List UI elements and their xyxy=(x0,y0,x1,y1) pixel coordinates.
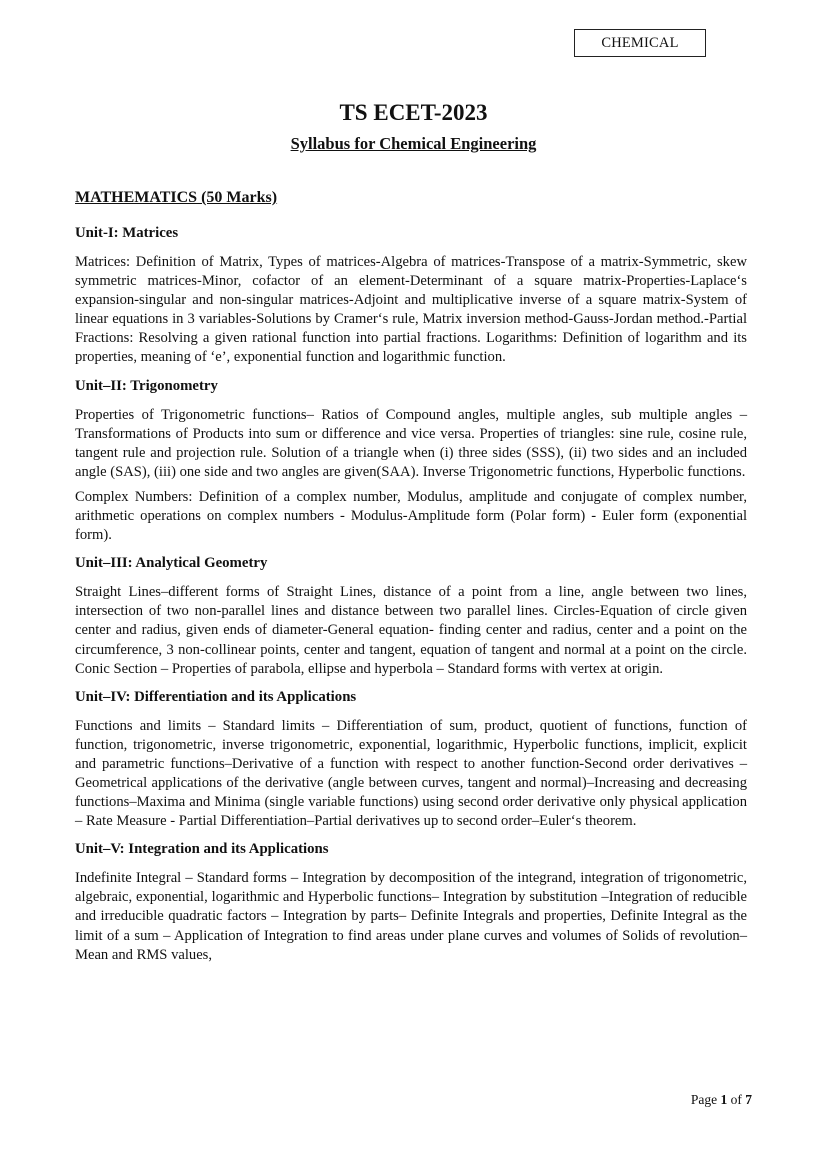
document-title: TS ECET-2023 xyxy=(339,100,488,125)
unit-paragraph: Straight Lines–different forms of Straight Lines, distance of a point from a line, angle between two lines, intersection of two non-parallel lines and distance between two parallel lines. Circles-Equation of circle given center and radius, given ends of diameter-General equation- finding center and radius, center and a point on the circumference, 3 non-collinear points, center and tangent, equation of tangent and normal at a point on the circle. Conic Section – Properties of parabola, ellipse and hyperbola – Standard forms with vertex at origin. xyxy=(75,584,747,677)
unit-5 xyxy=(75,840,747,964)
section-heading: MATHEMATICS (50 Marks) xyxy=(75,189,278,206)
unit-4 xyxy=(75,688,747,832)
unit-heading: Unit–IV: Differentiation and its Applications xyxy=(75,688,357,705)
of-word: of xyxy=(730,1092,742,1107)
page-word: Page xyxy=(690,1092,718,1107)
subtitle-text: Syllabus for Chemical Engineering xyxy=(290,134,537,153)
unit-paragraph: Complex Numbers: Definition of a complex number, Modulus, amplitude and conjugate of complex number, arithmetic operations on complex numbers - Modulus-Amplitude form (Polar form) - Euler form (exponential form). xyxy=(75,488,747,544)
unit-heading: Unit–II: Trigonometry xyxy=(75,377,218,394)
unit-paragraph: Properties of Trigonometric functions– Ratios of Compound angles, multiple angles, sub multiple angles – Transformations of Products into sum or difference and vice versa. Properties of triangles: sine rule, cosine rule, tangent rule and projection rule. Solution of a triangle when (i) three sides (SSS), (ii) two sides and an included angle (SAS), (iii) one side and two angles are given(SAA). Inverse Trigonometric functions, Hyperbolic functions. xyxy=(75,406,747,480)
unit-2 xyxy=(75,377,747,546)
document-subtitle xyxy=(0,134,827,154)
unit-paragraph: Matrices: Definition of Matrix, Types of matrices-Algebra of matrices-Transpose of a matrix-Symmetric, skew symmetric matrices-Minor, cofactor of an element-Determinant of a square matrix-Properties-Laplace‘s expansion-singular and non-singular matrices-Adjoint and multiplicative inverse of a square matrix-System of linear equations in 3 variables-Solutions by Cramer‘s rule, Matrix inversion method-Gauss-Jordan method.-Partial Fractions: Resolving a given rational function into partial fractions. Logarithms: Definition of logarithm and its properties, meaning of ‘e’, exponential function and logarithmic function. xyxy=(75,254,747,366)
unit-heading: Unit-I: Matrices xyxy=(75,225,179,241)
unit-paragraph: Functions and limits – Standard limits – Differentiation of sum, product, quotient of functions, function of function, trigonometric, inverse trigonometric, exponential, logarithmic, Hyperbolic functions, implicit, explicit and parametric functions–Derivative of a function with respect to another function-Second order derivatives – Geometrical applications of the derivative (angle between curves, tangent and normal)–Increasing and decreasing functions–Maxima and Minima (single variable functions) using second order derivative only physical application – Rate Measure - Partial Differentiation–Partial derivatives up to second order–Euler‘s theorem. xyxy=(75,717,747,830)
unit-3 xyxy=(75,554,747,678)
page-current: 1 xyxy=(720,1092,728,1107)
page-total: 7 xyxy=(745,1092,752,1107)
unit-1 xyxy=(75,224,747,368)
unit-paragraph: Indefinite Integral – Standard forms – Integration by decomposition of the integrand, integration of trigonometric, algebraic, exponential, logarithmic and Hyperbolic functions– Integration by substitution –Integration of reducible and irreducible quadratic factors – Integration by parts– Definite Integrals and properties, Definite Integral as the limit of a sum – Application of Integration to find areas under plane curves and volumes of Solids of revolution– Mean and RMS values, xyxy=(75,870,747,963)
department-badge: CHEMICAL xyxy=(574,29,706,57)
unit-heading: Unit–V: Integration and its Applications xyxy=(75,841,329,858)
unit-heading: Unit–III: Analytical Geometry xyxy=(75,555,268,572)
syllabus-content xyxy=(75,188,747,974)
page-number xyxy=(691,1092,752,1108)
